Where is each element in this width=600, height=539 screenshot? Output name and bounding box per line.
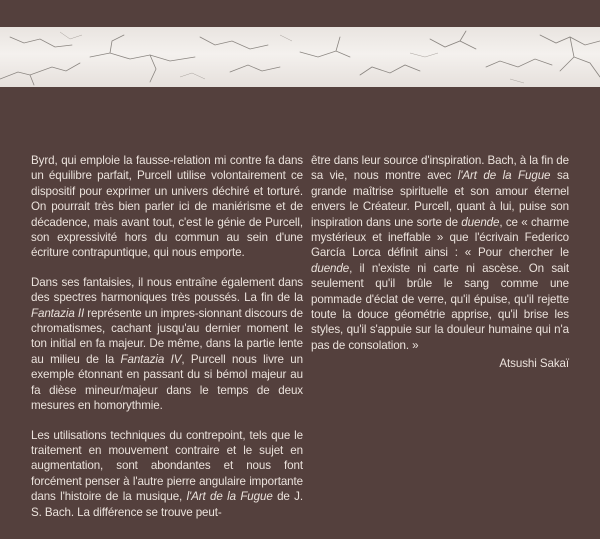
left-text-column (31, 153, 303, 534)
work-title: l'Art de la Fugue (457, 169, 551, 183)
right-text-column (311, 153, 569, 372)
paragraph (31, 428, 303, 520)
work-title: Fantazia IV (120, 352, 182, 366)
italic-term: duende (311, 261, 350, 275)
paragraph (31, 153, 303, 261)
paragraph-text: , Purcell nous livre un exemple étonnant en passant du si bémol majeur au fa dièse mineur/majeur dans le temps de deux mesures en homorythmie. (31, 352, 303, 413)
paragraph-text: Dans ses fantaisies, il nous entraîne également dans des spectres harmoniques très poussés. La fin de la (31, 275, 303, 305)
crack-pattern-graphic (0, 27, 600, 87)
work-title: l'Art de la Fugue (186, 490, 273, 504)
cracked-texture-banner (0, 27, 600, 87)
paragraph-text: Byrd, qui emploie la fausse-relation mi contre fa dans un équilibre parfait, Purcell utilise volontairement ce dispositif pour exprimer un univers déchiré et torturé. On pourrait très bien parler ici de maniérisme et de décadence, mais avant tout, c'est le génie de Purcell, son expressivité hors du commun au sein d'une écriture contrapuntique, qui nous emporte. (31, 154, 303, 260)
paragraph-text: , il n'existe ni carte ni ascèse. On sait seulement qu'il brûle le sang comme une pommade d'éclat de verre, qu'il épuise, qu'il rejette toute la douce géométrie apprise, qu'il brise les styles, qu'il s'appuie sur la douleur humaine qui n'a pas de consolation. » (311, 261, 569, 352)
author-signature: Atsushi Sakaï (499, 357, 569, 371)
paragraph-text: être dans leur source d'inspiration. Bach, à la fin de sa vie, nous montre avec (311, 154, 569, 183)
paragraph (311, 153, 569, 353)
paragraph-text: représente un impres-sionnant discours de chromatismes, cachant jusqu'au dernier moment le ton initial en fa majeur. De même, dans la partie lente au milieu de la (31, 306, 303, 366)
paragraph-text: , ce « charme mystérieux et ineffable » que l'écrivain Federico García Lorca définit ainsi : « Pour chercher le (311, 215, 570, 260)
italic-term: duende (461, 215, 500, 229)
paragraph (31, 275, 303, 414)
paragraph-text: de J. S. Bach. La différence se trouve peut- (31, 490, 303, 519)
paragraph-text: sa grande maîtrise spirituelle et son amour éternel envers le Créateur. Purcell, quant à lui, puise son inspiration dans une sorte de (311, 169, 569, 229)
paragraph-text: Les utilisations techniques du contrepoint, tels que le traitement en mouvement contraire et le sujet en augmentation, sont abondantes et nous font forcément penser à l'autre pierre angulaire importante dans l'histoire de la musique, (31, 428, 303, 504)
work-title: Fantazia II (31, 306, 85, 320)
